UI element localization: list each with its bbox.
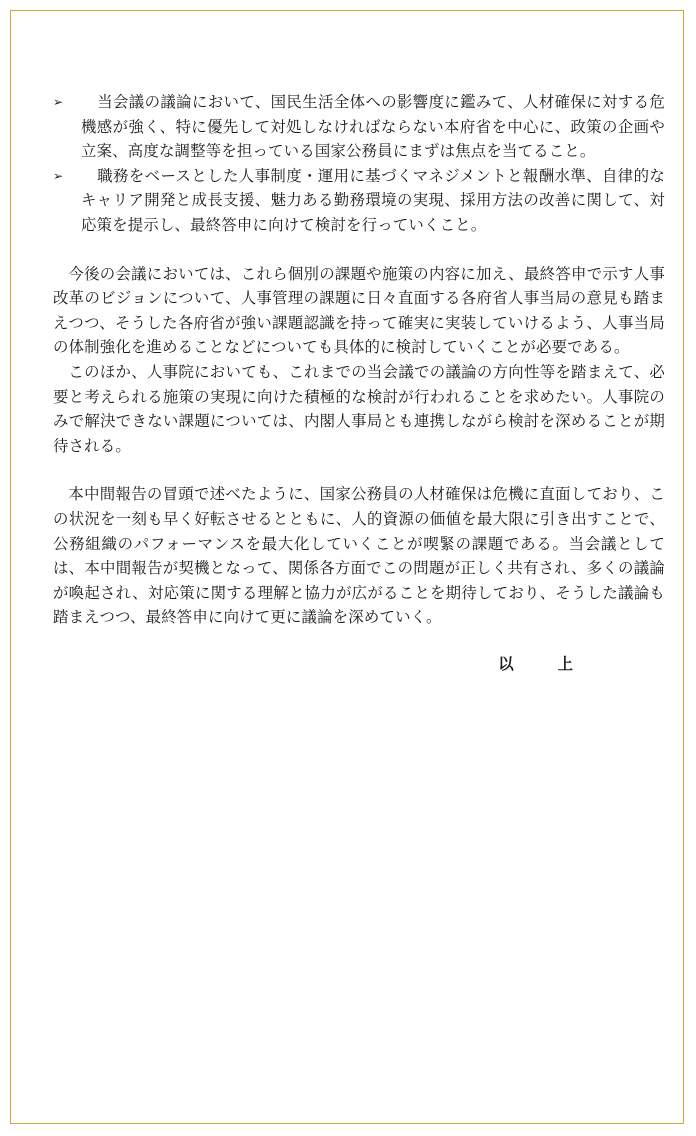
document-body	[53, 90, 665, 676]
bullet-text: 当会議の議論において、国民生活全体への影響度に鑑みて、人材確保に対する危機感が強く、特に優先して対処しなければならない本府省を中心に、政策の企画や立案、高度な調整等を担っている国家公務員にまずは焦点を当てること。	[81, 93, 665, 161]
bullet-item	[53, 90, 665, 164]
paragraph-jinjiin: このほか、人事院においても、これまでの当会議での議論の方向性等を踏まえて、必要と考えられる施策の実現に向けた積極的な検討が行われることを求めたい。人事院のみで解決できない課題については、内閣人事局とも連携しながら検討を深めることが期待される。	[53, 362, 665, 455]
bullet-list	[53, 90, 665, 238]
paragraph-future-meetings: 今後の会議においては、これら個別の課題や施策の内容に加え、最終答申で示す人事改革のビジョンについて、人事管理の課題に日々直面する各府省人事当局の意見も踏まえつつ、そうした各府省が強い課題認識を持って確実に実装していけるよう、人事当局の体制強化を進めることなどについても具体的に検討していくことが必要である。	[53, 264, 665, 357]
closing-mark: 以上	[498, 654, 617, 673]
paragraph-conclusion: 本中間報告の冒頭で述べたように、国家公務員の人材確保は危機に直面しており、この状況を一刻も早く好転させるとともに、人的資源の価値を最大限に引き出すことで、公務組織のパフォーマンスを最大化していくことが喫緊の課題である。当会議としては、本中間報告が契機となって、関係各方面でこの問題が正しく共有され、多くの議論が喚起され、対応策に関する理解と協力が広がることを期待しており、そうした議論も踏まえつつ、最終答申に向けて更に議論を深めていく。	[53, 485, 665, 627]
bullet-text: 職務をベースとした人事制度・運用に基づくマネジメントと報酬水準、自律的なキャリア開発と成長支援、魅力ある勤務環境の実現、採用方法の改善に関して、対応策を提示し、最終答申に向けて検討を行っていくこと。	[81, 166, 665, 234]
arrow-bullet-icon: ➢	[53, 95, 64, 109]
bullet-item	[53, 164, 665, 238]
arrow-bullet-icon: ➢	[53, 168, 64, 183]
